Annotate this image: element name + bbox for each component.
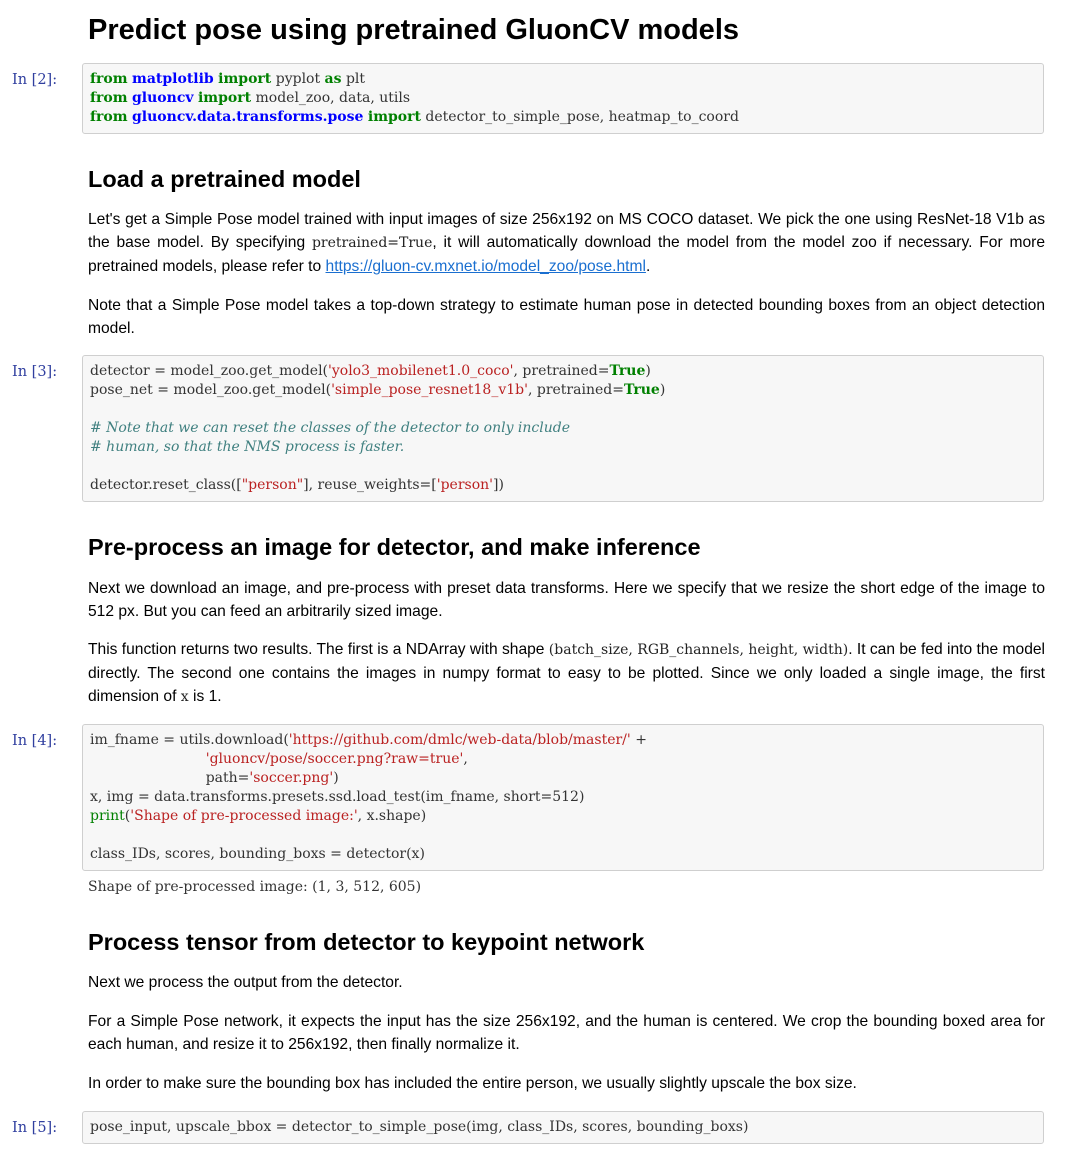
- code-cell-detector-to-pose[interactable]: [82, 1111, 1044, 1144]
- section-heading: Pre-process an image for detector, and make inference: [88, 534, 701, 560]
- paragraph: Note that a Simple Pose model takes a top-down strategy to estimate human pose in detected bounding boxes from an object detection model.: [88, 297, 1045, 337]
- inline-code: pretrained=True: [311, 235, 433, 251]
- cell-output: Shape of pre-processed image: (1, 3, 512, 605): [88, 879, 422, 895]
- inline-code: (batch_size, RGB_channels, height, width): [548, 642, 849, 658]
- code-line: detector = model_zoo.get_model('yolo3_mobilenet1.0_coco', pretrained=True): [90, 363, 651, 379]
- code-line: pose_input, upscale_bbox = detector_to_simple_pose(img, class_IDs, scores, bounding_boxs): [90, 1119, 749, 1135]
- code-line: class_IDs, scores, bounding_boxs = detector(x): [90, 846, 425, 862]
- code-line: path='soccer.png'): [90, 770, 339, 786]
- code-cell-preprocess[interactable]: [82, 724, 1044, 871]
- code-line: from gluoncv.data.transforms.pose import detector_to_simple_pose, heatmap_to_coord: [90, 109, 739, 125]
- code-line: detector.reset_class(["person"], reuse_weights=['person']): [90, 477, 504, 493]
- code-cell-load-model[interactable]: [82, 355, 1044, 502]
- paragraph: Next we download an image, and pre-process with preset data transforms. Here we specify that we resize the short edge of the image to 512 px. But you can feed an arbitrarily sized image.: [88, 580, 1045, 620]
- cell-prompt: In [3]:: [12, 364, 58, 380]
- model-zoo-link[interactable]: https://gluon-cv.mxnet.io/model_zoo/pose.html: [325, 258, 646, 275]
- code-line: [90, 457, 1036, 476]
- cell-prompt: In [2]:: [12, 72, 58, 88]
- code-line: from gluoncv import model_zoo, data, utils: [90, 90, 411, 106]
- code-comment: # Note that we can reset the classes of the detector to only include: [90, 420, 571, 436]
- section-heading: Process tensor from detector to keypoint network: [88, 929, 645, 955]
- code-line: print('Shape of pre-processed image:', x.shape): [90, 808, 427, 824]
- section-heading: Load a pretrained model: [88, 166, 361, 192]
- code-line: x, img = data.transforms.presets.ssd.load_test(im_fname, short=512): [90, 789, 585, 805]
- code-line: 'gluoncv/pose/soccer.png?raw=true',: [205, 751, 468, 767]
- cell-prompt: In [5]:: [12, 1120, 58, 1136]
- code-line: from matplotlib import pyplot as plt: [90, 71, 366, 87]
- paragraph: Next we process the output from the detector.: [88, 974, 403, 991]
- paragraph: This function returns two results. The first is a NDArray with shape (batch_size, RGB_channels, height, width). It can be fed into the model directly. The second one contains the images in numpy format to easy to be plotted. Since we only loaded a single image, the first dimension of x is 1.: [88, 641, 1046, 705]
- page-title: Predict pose using pretrained GluonCV models: [88, 14, 739, 46]
- code-line: [90, 400, 1036, 419]
- paragraph: In order to make sure the bounding box has included the entire person, we usually slightly upscale the box size.: [88, 1075, 857, 1092]
- code-line: pose_net = model_zoo.get_model('simple_pose_resnet18_v1b', pretrained=True): [90, 382, 666, 398]
- code-cell-imports[interactable]: [82, 63, 1044, 134]
- code-comment: # human, so that the NMS process is faster.: [90, 439, 405, 455]
- code-line: im_fname = utils.download('https://github.com/dmlc/web-data/blob/master/' +: [90, 732, 647, 748]
- code-line: [90, 826, 1036, 845]
- cell-prompt: In [4]:: [12, 733, 58, 749]
- paragraph: Let's get a Simple Pose model trained with input images of size 256x192 on MS COCO dataset. We pick the one using ResNet-18 V1b as the base model. By specifying pretrained=True, it will automatically download the model from the model zoo if necessary. For more pretrained models, please refer to https://gluon-cv.mxnet.io/model_zoo/pose.html.: [88, 211, 1046, 275]
- inline-code: x: [180, 689, 189, 705]
- paragraph: For a Simple Pose network, it expects the input has the size 256x192, and the human is centered. We crop the bounding boxed area for each human, and resize it to 256x192, then finally normalize it.: [88, 1013, 1045, 1053]
